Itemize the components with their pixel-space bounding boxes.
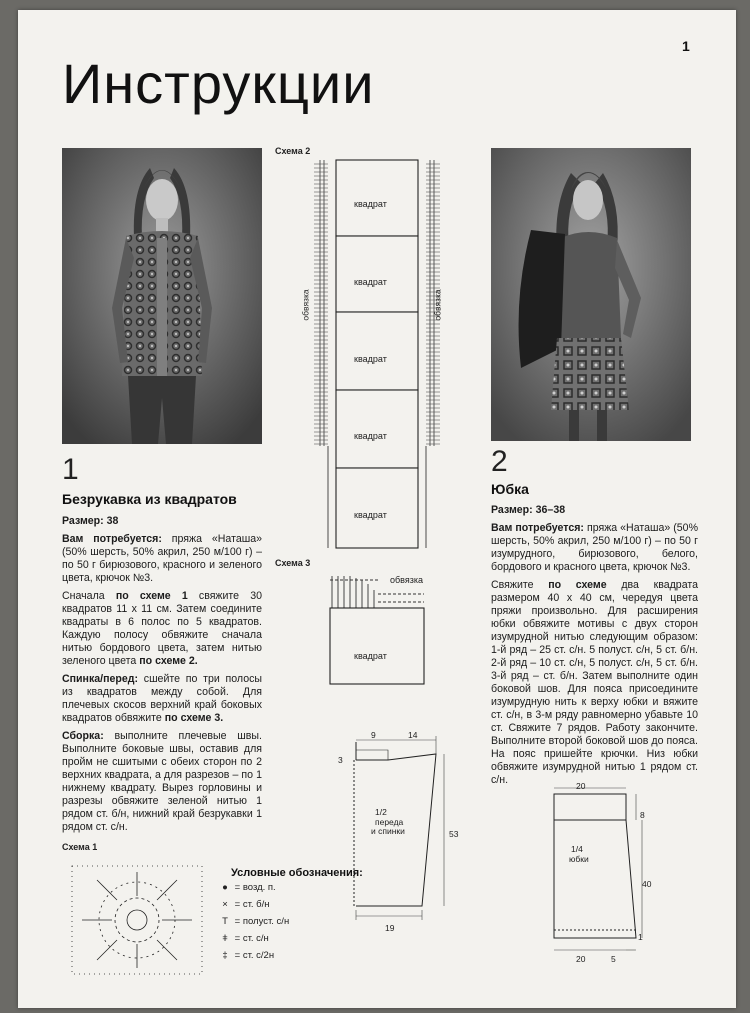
legend-text: = ст. с/2н	[234, 950, 275, 961]
skirt-piece-b: юбки	[569, 854, 589, 864]
item2-need-label: Вам потребуется:	[491, 522, 584, 534]
item1-title: Безрукавка из квадратов	[62, 491, 237, 507]
item1-text	[62, 515, 262, 834]
item1-p3a: Сборка:	[62, 730, 104, 742]
page-number: 1	[682, 38, 690, 54]
item1-need-label: Вам потребуется:	[62, 533, 162, 545]
scheme2-square-1: квадрат	[354, 199, 387, 209]
skirt-dim-top: 20	[576, 781, 586, 791]
legend-item	[218, 933, 289, 950]
item2-need-text: пряжа «Наташа» (50% шерсть, 50% акрил, 250 м/100 г) – по 50 г изумрудного, бирюзового, белого, бордового и красного цвета, крючок №3.	[491, 522, 698, 573]
vest-dim-left: 3	[338, 755, 343, 765]
item1-p2a: Спинка/перед:	[62, 673, 139, 685]
scheme2-square-4: квадрат	[354, 431, 387, 441]
skirt-dim-right: 1	[638, 932, 643, 942]
legend-item	[218, 950, 289, 967]
vest-dim-height: 53	[449, 829, 459, 839]
scheme3-square: квадрат	[354, 651, 387, 661]
photo-vest-model	[62, 148, 262, 444]
page-title: Инструкции	[62, 52, 375, 115]
skirt-pattern-diagram	[546, 778, 656, 978]
legend-item	[218, 916, 289, 933]
item1-p1c: свяжите 30 квадратов 11 х 11 см. Затем соедините квадраты в 6 полос по 5 квадратов. Каждую полосу обвяжите сначала нитью бордового цвета, затем нитью зеленого цвета	[62, 590, 262, 667]
item1-p2c: по схеме 3.	[164, 712, 224, 724]
legend-list	[218, 882, 289, 967]
scheme2-label: Схема 2	[275, 146, 311, 156]
scheme2-square-3: квадрат	[354, 354, 387, 364]
item1-p1a: Сначала	[62, 590, 105, 602]
scheme1-diagram	[62, 856, 212, 984]
scheme3-edging: обвязка	[390, 575, 423, 585]
vest-piece-b: переда	[375, 817, 404, 827]
item2-text	[491, 504, 698, 787]
scheme3-diagram	[328, 568, 438, 688]
item1-need-text: пряжа «Наташа» (50% шерсть, 50% акрил, 250 м/100 г) – по 50 г бирюзового, красного и зеленого цвета, крючок №3.	[62, 533, 262, 584]
item2-number: 2	[491, 445, 508, 478]
item1-p1d: по схеме 2.	[139, 655, 198, 667]
vest-piece-c: и спинки	[371, 826, 405, 836]
vest-dim-top-a: 9	[371, 730, 376, 740]
item1-p3b: выполните плечевые швы. Выполните боковые швы, оставив для пройм не сшитыми с обеих сторон по 2 верхних квадрата, а для разрезов – по 1 нижнему квадрату. Вырез горловины и разрезы обвяжите зеленой нитью 1 рядом ст. б/н, нижний край безрукавки 1 рядом ст. с/н.	[62, 730, 262, 833]
vest-dim-bottom: 19	[385, 923, 395, 933]
half-double-icon: Т	[222, 916, 228, 927]
photo-skirt-model	[491, 148, 691, 441]
skirt-piece-a: 1/4	[571, 844, 583, 854]
scheme2-edging-right: обвязка	[432, 289, 443, 321]
legend-text: = возд. п.	[234, 882, 276, 893]
double-crochet-icon: ǂ	[222, 933, 228, 944]
scheme2-square-2: квадрат	[354, 277, 387, 287]
scheme1-label: Схема 1	[62, 842, 98, 852]
skirt-dim-bottom-b: 5	[611, 954, 616, 964]
legend-item	[218, 899, 289, 916]
scheme2-square-5: квадрат	[354, 510, 387, 520]
item1-size-value: 38	[106, 515, 119, 527]
item1-size-label: Размер:	[62, 515, 104, 527]
legend-title: Условные обозначения:	[231, 867, 363, 879]
item2-p1b: по схеме	[548, 579, 607, 591]
item1-p1b: по схеме 1	[115, 590, 188, 602]
item2-size-value: 36–38	[535, 504, 566, 516]
vest-piece-a: 1/2	[375, 807, 387, 817]
item2-p1c: два квадрата размером 40 х 40 см, чередуя цвета пряжи произвольно. Для расширения юбки обвяжите мотивы с двух сторон изумрудной нитью следующим образом: 1-й ряд – 25 ст. с/н. 5 полуст. с/н, 5 ст. б/н. 2-й ряд – 10 ст. с/н, 5 полуст. с/н, 5 ст. б/н. 3-й ряд – ст. б/н. Затем выполните один боковой шов. Для пояса присоедините изумрудную нить к верху юбки и вяжите ст. с/н, в 3-м ряду равномерно убавьте 10 ст. Свяжите 7 рядов. Работу закончите. Выполните второй боковой шов до пояса. На пояс пришейте крючки. Низ юбки обвяжите изумрудной нитью 1 рядом ст. с/н.	[491, 579, 698, 786]
legend-text: = полуст. с/н	[234, 916, 290, 927]
skirt-dim-waist: 8	[640, 810, 645, 820]
item2-title: Юбка	[491, 481, 529, 497]
magazine-page	[18, 10, 736, 1008]
scheme3-label: Схема 3	[275, 558, 311, 568]
item1-number: 1	[62, 453, 79, 486]
legend-text: = ст. с/н	[234, 933, 269, 944]
scheme2-edging-left: обвязка	[300, 289, 311, 321]
treble-crochet-icon: ‡	[222, 950, 228, 961]
legend-text: = ст. б/н	[234, 899, 270, 910]
item2-size-label: Размер:	[491, 504, 533, 516]
single-crochet-icon: ×	[222, 899, 228, 910]
item2-p1a: Свяжите	[491, 579, 534, 591]
legend-item	[218, 882, 289, 899]
skirt-dim-bottom-a: 20	[576, 954, 586, 964]
item1-p2b: сшейте по три полосы из квадратов между собой. Для плечевых скосов верхний край боковых квадратов обвяжите	[62, 673, 262, 724]
chain-stitch-icon: ●	[222, 882, 228, 893]
skirt-dim-height: 40	[642, 879, 652, 889]
vest-dim-top-b: 14	[408, 730, 418, 740]
